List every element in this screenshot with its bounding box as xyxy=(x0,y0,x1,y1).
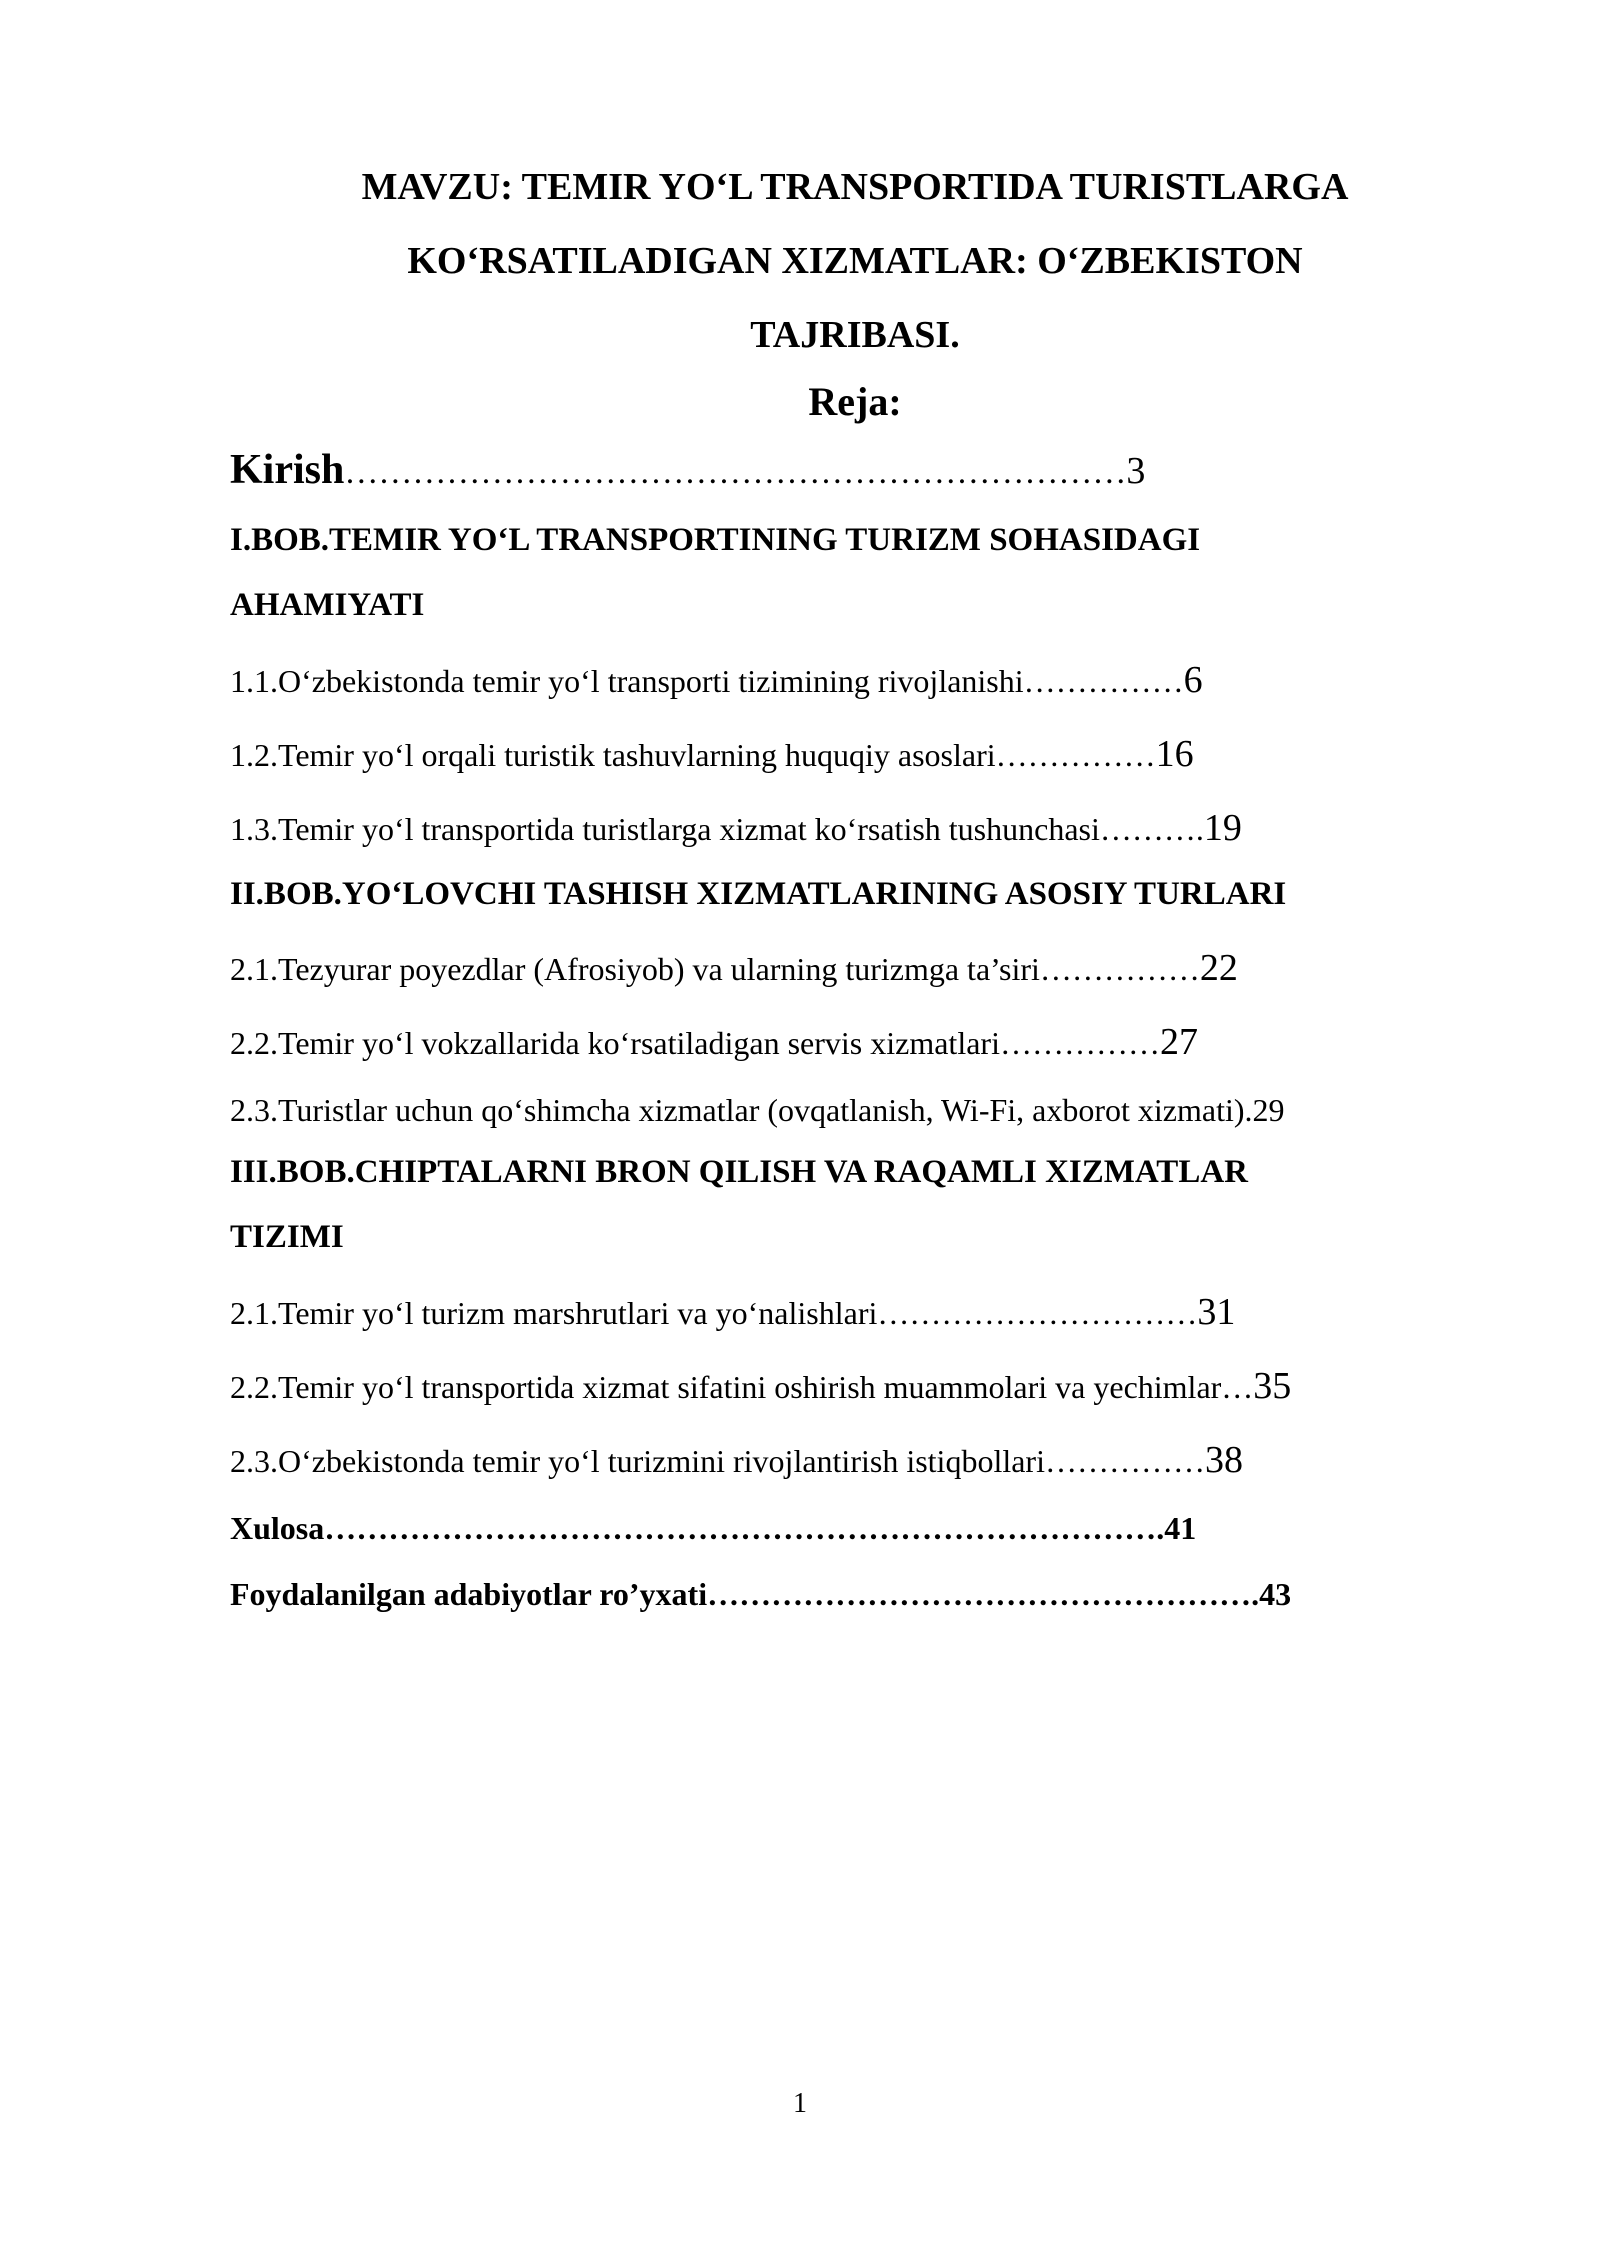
toc-entry-2-1 xyxy=(230,946,1238,990)
title-line-3: TAJRIBASI. xyxy=(750,314,960,356)
toc-leader-dots: ………. xyxy=(1099,811,1204,847)
toc-leader-dots: …………… xyxy=(1023,663,1184,699)
toc-leader-dots: …………… xyxy=(1039,951,1200,987)
title-line-2: KO‘RSATILADIGAN XIZMATLAR: O‘ZBEKISTON xyxy=(407,240,1303,282)
toc-leader-dots: …………… xyxy=(995,737,1156,773)
title-line-1: MAVZU: TEMIR YO‘L TRANSPORTIDA TURISTLARGA xyxy=(361,166,1349,208)
toc-entry-label: 2.2.Temir yo‘l transportida xizmat sifatini oshirish muammolari va yechimlar xyxy=(230,1369,1222,1405)
plan-heading: Reja: xyxy=(808,379,902,424)
toc-entry-1-3 xyxy=(230,806,1242,850)
toc-entry-1-1 xyxy=(230,658,1203,702)
toc-entry-label: Kirish xyxy=(230,447,345,493)
toc-leader-dots: ………………………… xyxy=(877,1295,1198,1331)
toc-leader-dots: …………… xyxy=(999,1025,1160,1061)
toc-entry-3-3 xyxy=(230,1438,1243,1482)
toc-entry-2-2 xyxy=(230,1020,1198,1064)
toc-entry-label: 2.3.O‘zbekistonda temir yo‘l turizmini rivojlantirish istiqbollari xyxy=(230,1443,1045,1479)
toc-page-number: 16 xyxy=(1155,733,1194,775)
document-title xyxy=(230,150,1480,372)
toc-entry-label: Xulosa…………………………………………………………………….41 xyxy=(230,1510,1197,1546)
toc-entry-label: 2.1.Tezyurar poyezdlar (Afrosiyob) va ularning turizmga ta’siri xyxy=(230,951,1040,987)
toc-leader-dots: …………… xyxy=(1044,1443,1205,1479)
toc-entry-label: Foydalanilgan adabiyotlar ro’yxati…………………………………………….43 xyxy=(230,1576,1292,1612)
toc-entry-2-3 xyxy=(230,1092,1285,1129)
toc-page-number: 6 xyxy=(1183,659,1203,701)
toc-entry-label: 2.3.Turistlar uchun qo‘shimcha xizmatlar (ovqatlanish, Wi-Fi, axborot xizmati).29 xyxy=(230,1092,1285,1128)
toc-entry-1-2 xyxy=(230,732,1194,776)
chapter-heading-line: I.BOB.TEMIR YO‘L TRANSPORTINING TURIZM SOHASIDAGI xyxy=(230,522,1201,558)
toc-leader-dots: …………………………………………………………… xyxy=(344,454,1127,491)
toc-page-number: 31 xyxy=(1197,1291,1236,1333)
toc-page-number: 22 xyxy=(1199,947,1238,989)
chapter-heading-line: II.BOB.YO‘LOVCHI TASHISH XIZMATLARINING ASOSIY TURLARI xyxy=(230,876,1287,912)
chapter-heading-line: TIZIMI xyxy=(230,1219,344,1255)
toc-entry-label: 2.2.Temir yo‘l vokzallarida ko‘rsatiladigan servis xizmatlari xyxy=(230,1025,1000,1061)
toc-page-number: 19 xyxy=(1203,807,1242,849)
toc-page-number: 38 xyxy=(1204,1439,1243,1481)
toc-entry-3-2 xyxy=(230,1364,1291,1408)
page-number: 1 xyxy=(793,2088,807,2119)
toc-entry-3-1 xyxy=(230,1290,1235,1334)
toc-entry-label: 1.2.Temir yo‘l orqali turistik tashuvlarning huquqiy asoslari xyxy=(230,737,996,773)
toc-page-number: 35 xyxy=(1253,1365,1292,1407)
toc-page-number: 3 xyxy=(1126,450,1146,492)
chapter-heading-line: AHAMIYATI xyxy=(230,587,425,623)
toc-page-number: 27 xyxy=(1159,1021,1198,1063)
toc-entry-label: 1.1.O‘zbekistonda temir yo‘l transporti tizimining rivojlanishi xyxy=(230,663,1024,699)
toc-entry-references xyxy=(230,1576,1291,1613)
toc-entry-kirish xyxy=(230,446,1145,494)
toc-entry-label: 2.1.Temir yo‘l turizm marshrutlari va yo‘nalishlari xyxy=(230,1295,878,1331)
chapter-heading-line: III.BOB.CHIPTALARNI BRON QILISH VA RAQAMLI XIZMATLAR xyxy=(230,1154,1248,1190)
toc-leader-dots: … xyxy=(1221,1369,1254,1405)
toc-entry-label: 1.3.Temir yo‘l transportida turistlarga xizmat ko‘rsatish tushunchasi xyxy=(230,811,1100,847)
toc-entry-xulosa xyxy=(230,1510,1196,1547)
